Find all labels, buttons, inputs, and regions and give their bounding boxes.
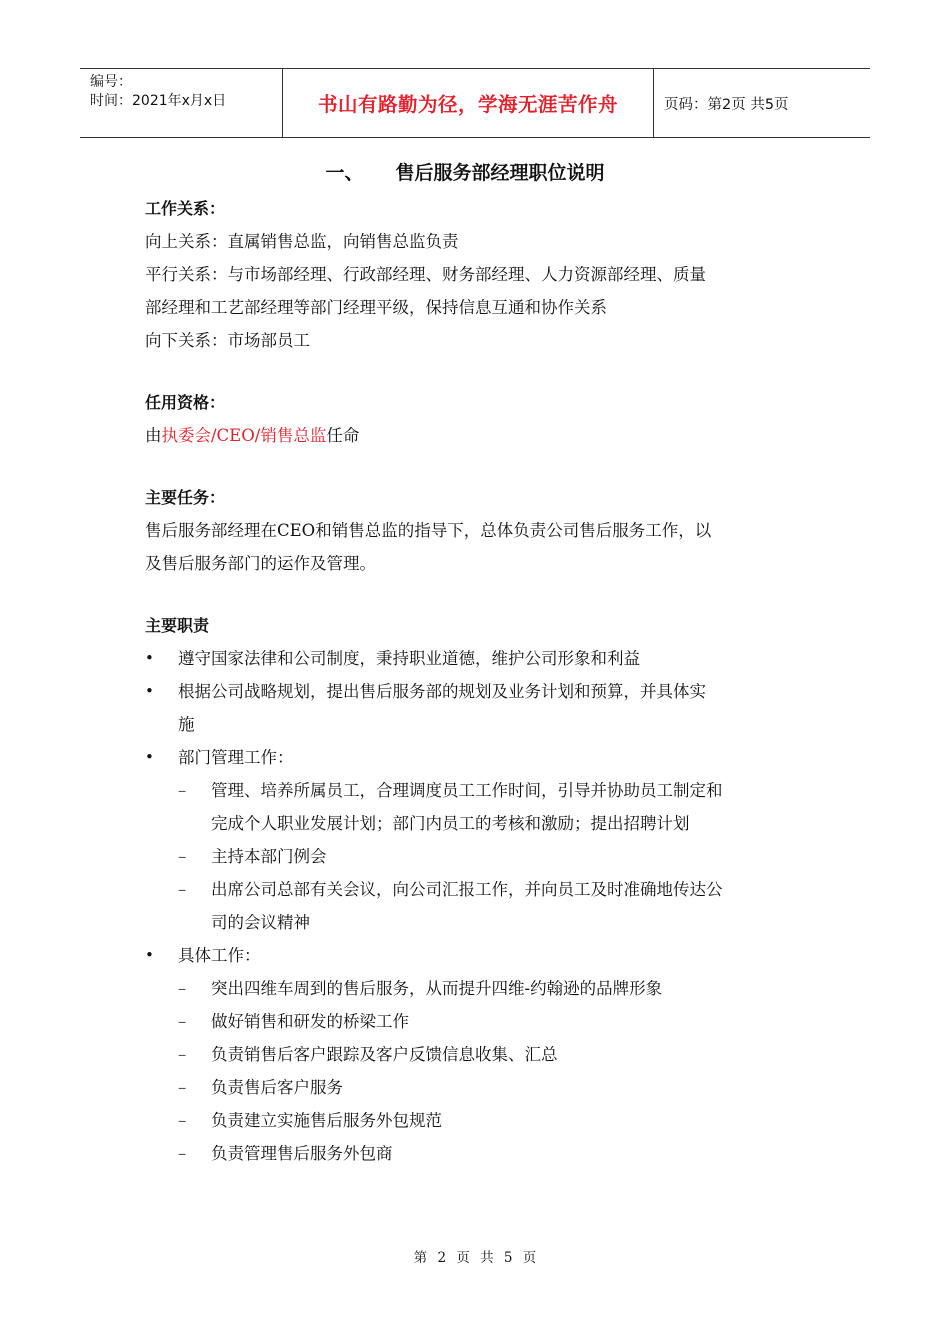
header-page-cell bbox=[654, 69, 870, 137]
duty-subitem: – 负责售后客户服务 bbox=[145, 1071, 810, 1104]
duty-subitem: – 主持本部门例会 bbox=[145, 840, 810, 873]
relation-down: 向下关系：市场部员工 bbox=[145, 331, 310, 350]
document-body bbox=[145, 192, 810, 1170]
bullet-icon: • bbox=[145, 748, 154, 766]
dash-icon: – bbox=[178, 1144, 187, 1163]
title-text: 售后服务部经理职位说明 bbox=[395, 162, 605, 184]
task-line-2: 及售后服务部门的运作及管理。 bbox=[145, 554, 376, 573]
dash-icon: – bbox=[178, 979, 187, 998]
task-heading: 主要任务： bbox=[145, 488, 226, 507]
qualification-pre: 由 bbox=[145, 426, 162, 445]
qualification-heading: 任用资格： bbox=[145, 393, 226, 412]
duty-subitem: – 负责建立实施售后服务外包规范 bbox=[145, 1104, 810, 1137]
duty-item: • 具体工作： bbox=[145, 939, 810, 972]
duty-item: • 根据公司战略规划，提出售后服务部的规划及业务计划和预算，并具体实 bbox=[145, 675, 810, 708]
duty-subitem: – 管理、培养所属员工，合理调度员工工作时间，引导并协助员工制定和 bbox=[145, 774, 810, 807]
motto: 书山有路勤为径，学海无涯苦作舟 bbox=[317, 93, 618, 116]
duty-subitem: – 出席公司总部有关会议，向公司汇报工作，并向员工及时准确地传达公 bbox=[145, 873, 810, 906]
dash-icon: – bbox=[178, 1012, 187, 1031]
dash-icon: – bbox=[178, 847, 187, 866]
dash-icon: – bbox=[178, 781, 187, 800]
spacer bbox=[145, 452, 810, 481]
qualification-text bbox=[145, 419, 810, 452]
dash-icon: – bbox=[178, 1078, 187, 1097]
relations-heading: 工作关系： bbox=[145, 199, 226, 218]
bullet-icon: • bbox=[145, 946, 154, 964]
bullet-icon: • bbox=[145, 649, 154, 667]
relation-up: 向上关系：直属销售总监，向销售总监负责 bbox=[145, 232, 459, 251]
duty-subitem-cont: 司的会议精神 bbox=[211, 913, 310, 932]
spacer bbox=[145, 580, 810, 609]
qualification-post: 任命 bbox=[326, 426, 360, 445]
duties-heading: 主要职责 bbox=[145, 616, 210, 635]
number-label: 编号： bbox=[90, 74, 132, 90]
header-left-cell bbox=[80, 69, 282, 137]
duty-item-cont: 施 bbox=[178, 715, 195, 734]
duty-item: • 部门管理工作： bbox=[145, 741, 810, 774]
page-header bbox=[80, 68, 870, 138]
spacer bbox=[145, 357, 810, 386]
date-label: 时间：2021年x月x日 bbox=[90, 93, 227, 109]
duty-item: • 遵守国家法律和公司制度，秉持职业道德，维护公司形象和利益 bbox=[145, 642, 810, 675]
duty-subitem-cont: 完成个人职业发展计划；部门内员工的考核和激励；提出招聘计划 bbox=[211, 814, 690, 833]
duty-subitem: – 负责销售后客户跟踪及客户反馈信息收集、汇总 bbox=[145, 1038, 810, 1071]
bullet-icon: • bbox=[145, 682, 154, 700]
header-motto-cell bbox=[282, 69, 654, 137]
page-footer: 第 2 页 共 5 页 bbox=[413, 1250, 537, 1266]
relation-parallel: 平行关系：与市场部经理、行政部经理、财务部经理、人力资源部经理、质量 bbox=[145, 265, 706, 284]
title-number: 一、 bbox=[325, 162, 364, 184]
task-line-1: 售后服务部经理在CEO和销售总监的指导下，总体负责公司售后服务工作，以 bbox=[145, 521, 712, 540]
relation-parallel-cont: 部经理和工艺部经理等部门经理平级，保持信息互通和协作关系 bbox=[145, 298, 607, 317]
dash-icon: – bbox=[178, 880, 187, 899]
dash-icon: – bbox=[178, 1045, 187, 1064]
duty-subitem: – 突出四维车周到的售后服务，从而提升四维-约翰逊的品牌形象 bbox=[145, 972, 810, 1005]
dash-icon: – bbox=[178, 1111, 187, 1130]
duty-subitem: – 做好销售和研发的桥梁工作 bbox=[145, 1005, 810, 1038]
duty-subitem: – 负责管理售后服务外包商 bbox=[145, 1137, 810, 1170]
qualification-appointers: 执委会/CEO/销售总监 bbox=[161, 426, 327, 445]
page-label: 页码：第2页 共5页 bbox=[664, 96, 789, 113]
document-title bbox=[0, 158, 950, 185]
